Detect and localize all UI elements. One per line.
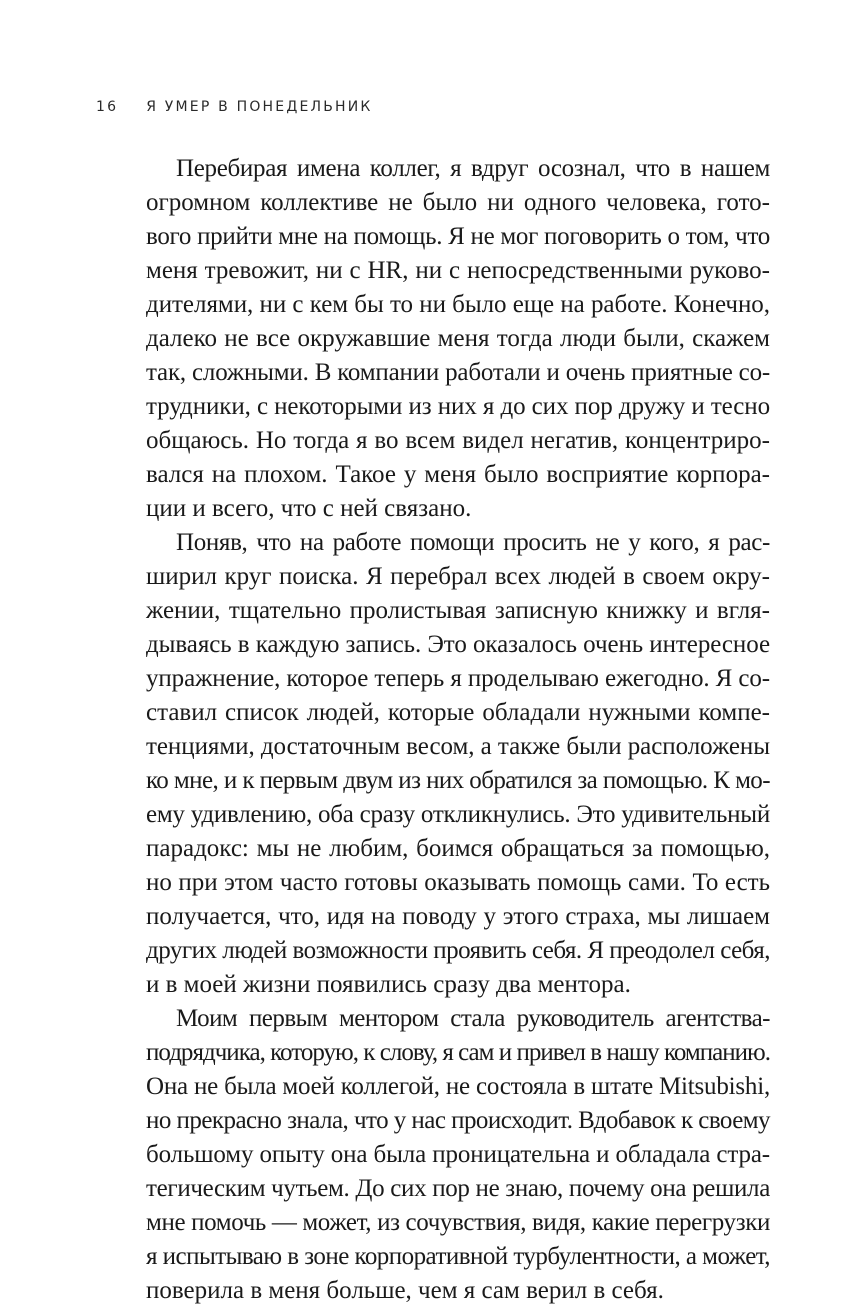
text-line: Поняв, что на работе помощи просить не у кого, я рас- (176, 529, 770, 556)
text-line: упражнение, которое теперь я проделываю ежегодно. Я со- (146, 665, 771, 692)
text-line: дываясь в каждую запись. Это оказалось очень интересное (146, 631, 771, 658)
text-line: ему удивлению, оба сразу откликнулись. Это удивительный (146, 801, 770, 828)
text-line: Она не была моей коллегой, не состояла в штате Mitsubishi, (146, 1073, 770, 1100)
text-line: так, сложными. В компании работали и очень приятные со- (146, 359, 771, 386)
text-line: огромном коллективе не было ни одного человека, гото- (146, 189, 770, 216)
text-line: подрядчика, которую, к слову, я сам и привел в нашу компанию. (146, 1039, 771, 1066)
paragraph (146, 526, 770, 1002)
paragraph (146, 152, 770, 526)
text-line: Моим первым ментором стала руководитель агентства- (176, 1005, 770, 1032)
text-line: ко мне, и к первым двум из них обратился за помощью. К мо- (146, 767, 770, 794)
body-text (146, 152, 770, 1308)
text-line: тегическим чутьем. До сих пор не знаю, почему она решила (146, 1175, 770, 1202)
text-line: вого прийти мне на помощь. Я не мог поговорить о том, что (146, 223, 770, 250)
paragraph (146, 1002, 770, 1308)
text-line: дителями, ни с кем бы то ни было еще на работе. Конечно, (146, 291, 770, 318)
text-line: большому опыту она была проницательна и обладала стра- (146, 1141, 770, 1168)
page-number: 16 (96, 99, 119, 115)
text-line: тенциями, достаточным весом, а также были расположены (146, 733, 771, 760)
text-line: ставил список людей, которые обладали нужными компе- (146, 699, 770, 726)
book-title: Я УМЕР В ПОНЕДЕЛЬНИК (146, 99, 373, 115)
text-line: меня тревожит, ни с HR, ни с непосредственными руково- (146, 257, 770, 284)
text-line: трудники, с некоторыми из них я до сих пор дружу и тесно (146, 393, 770, 420)
text-line: жении, тщательно пролистывая записную книжку и вгля- (146, 597, 770, 624)
text-line: других людей возможности проявить себя. Я преодолел себя, (146, 937, 771, 964)
text-line: я испытываю в зоне корпоративной турбулентности, а может, (146, 1243, 770, 1270)
running-head (96, 96, 373, 118)
text-line: ширил круг поиска. Я перебрал всех людей в своем окру- (146, 563, 770, 590)
text-line: но прекрасно знала, что у нас происходит. Вдобавок к своему (146, 1107, 770, 1134)
text-line: но при этом часто готовы оказывать помощь сами. То есть (146, 869, 770, 896)
text-line: ции и всего, что с ней связано. (146, 495, 472, 522)
text-line: Перебирая имена коллег, я вдруг осознал, что в нашем (176, 155, 770, 182)
text-line: и в моей жизни появились сразу два ментора. (146, 971, 631, 998)
text-line: далеко не все окружавшие меня тогда люди были, скажем (146, 325, 770, 352)
text-line: поверила в меня больше, чем я сам верил в себя. (146, 1277, 664, 1304)
text-line: парадокс: мы не любим, боимся обращаться за помощью, (146, 835, 770, 862)
text-line: общаюсь. Но тогда я во всем видел негатив, концентриро- (146, 427, 770, 454)
text-line: вался на плохом. Такое у меня было восприятие корпора- (146, 461, 770, 488)
text-line: получается, что, идя на поводу у этого страха, мы лишаем (146, 903, 770, 930)
text-line: мне помочь — может, из сочувствия, видя, какие перегрузки (146, 1209, 770, 1236)
